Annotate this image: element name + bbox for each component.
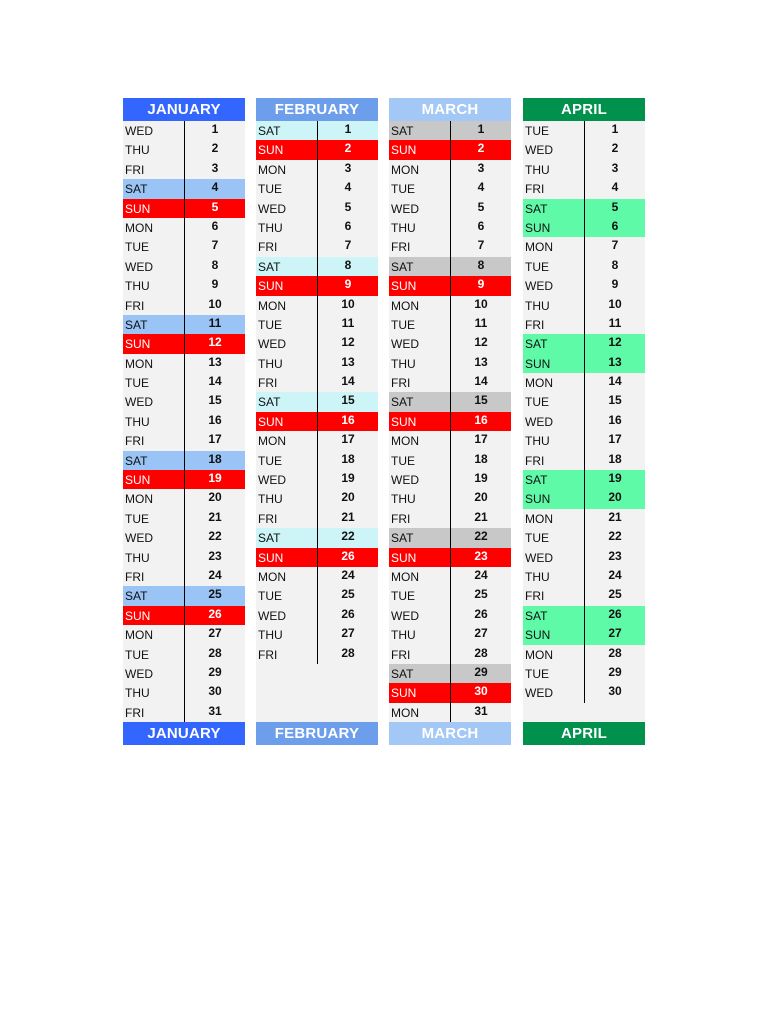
day-of-week: SAT — [391, 259, 414, 274]
day-number: 27 — [474, 626, 488, 641]
day-number: 16 — [608, 412, 622, 427]
day-of-week: FRI — [391, 376, 411, 391]
month-column-march — [389, 98, 511, 745]
day-number: 22 — [608, 529, 622, 544]
day-of-week: THU — [258, 628, 283, 643]
day-number: 15 — [341, 393, 355, 408]
day-of-week: MON — [258, 434, 286, 449]
day-number: 15 — [208, 393, 222, 408]
day-of-week: THU — [525, 434, 550, 449]
day-of-week: SAT — [125, 589, 148, 604]
day-number: 19 — [208, 471, 222, 486]
day-number: 6 — [211, 218, 219, 233]
day-number: 25 — [208, 587, 222, 602]
day-number: 2 — [477, 141, 485, 156]
day-of-week: MON — [258, 162, 286, 177]
day-of-week: THU — [125, 143, 150, 158]
day-number: 26 — [608, 606, 622, 621]
day-number: 26 — [474, 606, 488, 621]
day-of-week: FRI — [525, 453, 545, 468]
day-number: 1 — [611, 122, 619, 136]
day-of-week: WED — [125, 124, 153, 138]
day-of-week: WED — [258, 337, 286, 352]
day-number: 8 — [477, 257, 485, 272]
day-of-week: SAT — [525, 473, 548, 488]
day-of-week: SUN — [125, 608, 151, 623]
day-number: 20 — [208, 490, 222, 505]
day-of-week: WED — [125, 531, 153, 546]
day-number: 12 — [208, 335, 222, 350]
day-number: 1 — [477, 122, 485, 136]
day-of-week: FRI — [258, 511, 278, 526]
day-number: 6 — [611, 218, 619, 233]
day-of-week: MON — [125, 220, 153, 235]
month-footer: MARCH — [389, 722, 511, 745]
day-number: 17 — [341, 432, 355, 447]
day-of-week: TUE — [525, 395, 549, 410]
day-number: 3 — [344, 160, 352, 175]
day-of-week: SUN — [258, 550, 284, 565]
day-number: 26 — [341, 548, 355, 563]
day-number: 13 — [608, 354, 622, 369]
day-of-week: TUE — [525, 124, 549, 138]
day-number: 24 — [608, 567, 622, 582]
day-of-week: WED — [258, 201, 286, 216]
day-of-week: WED — [391, 608, 419, 623]
day-of-week: TUE — [391, 589, 415, 604]
day-number: 15 — [474, 393, 488, 408]
day-number: 11 — [341, 315, 355, 330]
day-number: 17 — [608, 432, 622, 447]
day-number: 14 — [608, 374, 622, 389]
day-of-week: WED — [525, 550, 553, 565]
day-of-week: TUE — [125, 647, 149, 662]
day-number: 6 — [477, 218, 485, 233]
month-footer: FEBRUARY — [256, 722, 378, 745]
day-of-week: WED — [258, 608, 286, 623]
day-number: 4 — [477, 180, 485, 195]
day-of-week: THU — [125, 414, 150, 429]
day-number: 12 — [474, 335, 488, 350]
day-number: 1 — [344, 122, 352, 136]
day-list — [123, 121, 245, 722]
column-divider — [184, 121, 185, 722]
month-header: MARCH — [389, 98, 511, 121]
day-number: 26 — [208, 606, 222, 621]
day-of-week: FRI — [258, 376, 278, 391]
day-number: 29 — [474, 664, 488, 679]
day-number: 4 — [344, 180, 352, 195]
day-number: 28 — [608, 645, 622, 660]
day-of-week: MON — [258, 298, 286, 313]
day-number: 18 — [341, 451, 355, 466]
day-of-week: WED — [525, 143, 553, 158]
day-number: 8 — [211, 257, 219, 272]
day-of-week: WED — [258, 473, 286, 488]
day-of-week: SAT — [525, 608, 548, 623]
day-of-week: SUN — [125, 337, 151, 352]
day-of-week: TUE — [525, 259, 549, 274]
day-number: 3 — [211, 160, 219, 175]
day-number: 7 — [211, 238, 219, 253]
day-of-week: MON — [391, 569, 419, 584]
day-of-week: MON — [391, 434, 419, 449]
day-of-week: FRI — [125, 705, 145, 720]
day-of-week: SAT — [525, 201, 548, 216]
day-number: 29 — [208, 664, 222, 679]
day-number: 15 — [608, 393, 622, 408]
day-number: 19 — [474, 471, 488, 486]
day-of-week: WED — [525, 686, 553, 701]
day-number: 6 — [344, 218, 352, 233]
day-number: 29 — [608, 664, 622, 679]
day-number: 10 — [341, 296, 355, 311]
day-number: 30 — [208, 684, 222, 699]
day-of-week: SAT — [125, 182, 148, 197]
day-number: 11 — [608, 315, 622, 330]
day-of-week: SUN — [391, 414, 417, 429]
month-column-january — [123, 98, 245, 745]
day-number: 12 — [341, 335, 355, 350]
day-number: 16 — [341, 412, 355, 427]
day-of-week: WED — [525, 414, 553, 429]
day-number: 13 — [208, 354, 222, 369]
day-of-week: THU — [391, 356, 416, 371]
day-number: 5 — [211, 199, 219, 214]
day-number: 30 — [608, 684, 622, 699]
day-number: 25 — [341, 587, 355, 602]
day-number: 4 — [211, 180, 219, 195]
day-number: 3 — [477, 160, 485, 175]
day-number: 11 — [474, 315, 488, 330]
day-of-week: SUN — [258, 143, 284, 158]
day-of-week: THU — [525, 162, 550, 177]
day-number: 31 — [474, 703, 488, 718]
day-of-week: WED — [125, 259, 153, 274]
day-list — [256, 121, 378, 722]
day-of-week: THU — [125, 279, 150, 294]
day-number: 7 — [477, 238, 485, 253]
day-number: 28 — [208, 645, 222, 660]
day-of-week: SAT — [391, 666, 414, 681]
day-of-week: WED — [125, 395, 153, 410]
day-number: 10 — [474, 296, 488, 311]
day-of-week: MON — [125, 492, 153, 507]
day-of-week: FRI — [525, 589, 545, 604]
day-of-week: SAT — [125, 317, 148, 332]
day-of-week: MON — [525, 647, 553, 662]
day-of-week: SUN — [391, 143, 417, 158]
day-of-week: SAT — [391, 395, 414, 410]
day-of-week: SUN — [525, 220, 551, 235]
day-number: 28 — [341, 645, 355, 660]
day-of-week: THU — [125, 686, 150, 701]
day-of-week: TUE — [258, 182, 282, 197]
day-number: 16 — [208, 412, 222, 427]
day-of-week: THU — [258, 356, 283, 371]
day-of-week: WED — [391, 473, 419, 488]
day-of-week: MON — [391, 705, 419, 720]
day-of-week: SUN — [258, 414, 284, 429]
day-number: 20 — [608, 490, 622, 505]
month-footer: APRIL — [523, 722, 645, 745]
day-number: 8 — [611, 257, 619, 272]
column-divider — [450, 121, 451, 722]
day-number: 26 — [341, 606, 355, 621]
day-number: 19 — [608, 471, 622, 486]
day-number: 20 — [341, 490, 355, 505]
day-number: 22 — [341, 529, 355, 544]
month-header: APRIL — [523, 98, 645, 121]
day-of-week: FRI — [125, 298, 145, 313]
day-number: 9 — [344, 277, 352, 292]
day-number: 25 — [474, 587, 488, 602]
day-of-week: TUE — [391, 317, 415, 332]
day-number: 14 — [341, 374, 355, 389]
day-of-week: TUE — [125, 376, 149, 391]
day-of-week: SAT — [258, 124, 281, 138]
day-of-week: FRI — [525, 317, 545, 332]
day-of-week: THU — [258, 220, 283, 235]
month-column-february — [256, 98, 378, 745]
day-of-week: TUE — [391, 182, 415, 197]
day-number: 21 — [208, 509, 222, 524]
day-of-week: THU — [391, 220, 416, 235]
day-of-week: SAT — [391, 531, 414, 546]
day-number: 8 — [344, 257, 352, 272]
day-number: 2 — [211, 141, 219, 156]
day-of-week: FRI — [391, 511, 411, 526]
day-of-week: SUN — [525, 628, 551, 643]
day-number: 13 — [474, 354, 488, 369]
day-of-week: THU — [125, 550, 150, 565]
day-of-week: FRI — [391, 647, 411, 662]
day-of-week: SUN — [125, 473, 151, 488]
day-of-week: THU — [525, 569, 550, 584]
day-of-week: SAT — [525, 337, 548, 352]
day-number: 21 — [474, 509, 488, 524]
day-number: 9 — [611, 277, 619, 292]
day-number: 18 — [608, 451, 622, 466]
day-of-week: MON — [525, 511, 553, 526]
day-number: 11 — [208, 315, 222, 330]
day-number: 22 — [474, 529, 488, 544]
day-number: 10 — [608, 296, 622, 311]
month-column-april — [523, 98, 645, 745]
day-of-week: MON — [258, 569, 286, 584]
day-of-week: TUE — [525, 666, 549, 681]
day-of-week: TUE — [125, 240, 149, 255]
day-number: 24 — [474, 567, 488, 582]
day-number: 28 — [474, 645, 488, 660]
day-list — [389, 121, 511, 722]
day-number: 9 — [211, 277, 219, 292]
day-number: 2 — [344, 141, 352, 156]
day-of-week: MON — [525, 240, 553, 255]
day-number: 12 — [608, 335, 622, 350]
day-of-week: WED — [525, 279, 553, 294]
day-number: 23 — [608, 548, 622, 563]
day-number: 31 — [208, 703, 222, 718]
day-number: 7 — [611, 238, 619, 253]
day-of-week: THU — [391, 628, 416, 643]
day-of-week: SUN — [391, 279, 417, 294]
day-number: 9 — [477, 277, 485, 292]
day-number: 14 — [474, 374, 488, 389]
day-list — [523, 121, 645, 722]
day-number: 17 — [474, 432, 488, 447]
day-of-week: FRI — [125, 162, 145, 177]
day-of-week: TUE — [258, 317, 282, 332]
day-of-week: FRI — [258, 647, 278, 662]
day-of-week: SUN — [525, 492, 551, 507]
day-of-week: TUE — [258, 589, 282, 604]
day-of-week: SAT — [258, 395, 281, 410]
day-of-week: SUN — [391, 550, 417, 565]
month-header: FEBRUARY — [256, 98, 378, 121]
day-of-week: MON — [391, 162, 419, 177]
day-of-week: THU — [391, 492, 416, 507]
day-of-week: SAT — [125, 453, 148, 468]
day-of-week: MON — [125, 628, 153, 643]
column-divider — [584, 121, 585, 703]
day-number: 2 — [611, 141, 619, 156]
day-number: 24 — [208, 567, 222, 582]
day-of-week: FRI — [391, 240, 411, 255]
day-of-week: MON — [391, 298, 419, 313]
day-number: 16 — [474, 412, 488, 427]
day-of-week: FRI — [125, 434, 145, 449]
day-of-week: WED — [125, 666, 153, 681]
day-number: 5 — [611, 199, 619, 214]
day-number: 5 — [477, 199, 485, 214]
day-of-week: THU — [525, 298, 550, 313]
day-of-week: SUN — [525, 356, 551, 371]
day-of-week: MON — [125, 356, 153, 371]
day-number: 5 — [344, 199, 352, 214]
day-number: 14 — [208, 374, 222, 389]
day-number: 18 — [208, 451, 222, 466]
day-number: 27 — [608, 626, 622, 641]
column-divider — [317, 121, 318, 664]
day-number: 19 — [341, 471, 355, 486]
day-number: 21 — [608, 509, 622, 524]
day-of-week: SUN — [258, 279, 284, 294]
day-number: 10 — [208, 296, 222, 311]
day-number: 23 — [474, 548, 488, 563]
day-of-week: TUE — [525, 531, 549, 546]
day-of-week: TUE — [125, 511, 149, 526]
day-of-week: WED — [391, 337, 419, 352]
day-of-week: FRI — [525, 182, 545, 197]
day-number: 20 — [474, 490, 488, 505]
month-header: JANUARY — [123, 98, 245, 121]
day-number: 27 — [341, 626, 355, 641]
day-number: 13 — [341, 354, 355, 369]
day-of-week: THU — [258, 492, 283, 507]
day-of-week: WED — [391, 201, 419, 216]
day-number: 24 — [341, 567, 355, 582]
day-number: 3 — [611, 160, 619, 175]
day-number: 22 — [208, 529, 222, 544]
day-of-week: SAT — [258, 259, 281, 274]
day-number: 23 — [208, 548, 222, 563]
day-of-week: SAT — [258, 531, 281, 546]
day-number: 21 — [341, 509, 355, 524]
day-number: 25 — [608, 587, 622, 602]
day-number: 27 — [208, 626, 222, 641]
day-number: 7 — [344, 238, 352, 253]
day-number: 17 — [208, 432, 222, 447]
day-of-week: MON — [525, 376, 553, 391]
day-number: 30 — [474, 684, 488, 699]
day-of-week: FRI — [125, 569, 145, 584]
month-footer: JANUARY — [123, 722, 245, 745]
day-number: 4 — [611, 180, 619, 195]
day-number: 1 — [211, 122, 219, 136]
day-number: 18 — [474, 451, 488, 466]
day-of-week: SUN — [125, 201, 151, 216]
day-of-week: TUE — [258, 453, 282, 468]
day-of-week: FRI — [258, 240, 278, 255]
day-of-week: SAT — [391, 124, 414, 138]
day-of-week: SUN — [391, 686, 417, 701]
day-of-week: TUE — [391, 453, 415, 468]
